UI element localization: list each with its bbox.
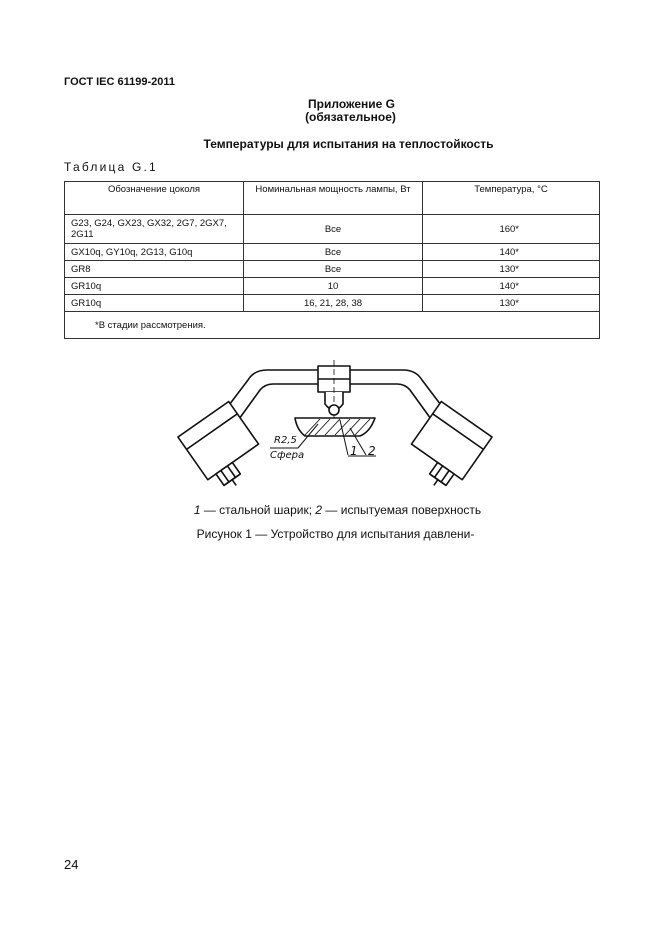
table-row bbox=[65, 244, 600, 261]
figure-caption: Рисунок 1 — Устройство для испытания давлени- bbox=[196, 527, 475, 541]
callout-1: 1 bbox=[350, 444, 358, 458]
figure-legend bbox=[0, 503, 661, 517]
cell-power: 10 bbox=[244, 278, 423, 295]
cell-temperature: 140* bbox=[423, 244, 600, 261]
cell-temperature: 140* bbox=[423, 278, 600, 295]
table-footnote: *В стадии рассмотрения. bbox=[65, 312, 600, 339]
table-row bbox=[65, 295, 600, 312]
cell-base: GR10q bbox=[65, 278, 244, 295]
steel-ball bbox=[329, 405, 339, 415]
annex-title: Приложение G bbox=[308, 97, 395, 111]
annex-status: (обязательное) bbox=[305, 110, 396, 124]
cell-power: Все bbox=[244, 244, 423, 261]
cell-power: 16, 21, 28, 38 bbox=[244, 295, 423, 312]
cell-temperature: 160* bbox=[423, 215, 600, 244]
radius-label: R2,5 bbox=[274, 435, 297, 446]
standard-code: ГОСТ IEC 61199-2011 bbox=[64, 76, 175, 88]
table-row bbox=[65, 215, 600, 244]
pressure-test-apparatus-drawing bbox=[170, 360, 500, 495]
cell-base: GX10q, GY10q, 2G13, G10q bbox=[65, 244, 244, 261]
column-header-base: Обозначение цоколя bbox=[65, 182, 244, 215]
table-row bbox=[65, 261, 600, 278]
left-weight-block bbox=[178, 402, 271, 495]
temperature-table bbox=[64, 181, 600, 339]
right-weight-block bbox=[399, 402, 492, 495]
cell-base: GR10q bbox=[65, 295, 244, 312]
legend-num-2: 2 bbox=[315, 503, 323, 517]
section-title: Температуры для испытания на теплостойкость bbox=[203, 137, 494, 151]
sphere-label: Сфера bbox=[270, 450, 305, 461]
column-header-temperature: Температура, °С bbox=[423, 182, 600, 215]
callout-2: 2 bbox=[368, 444, 376, 458]
table-footnote-row bbox=[65, 312, 600, 339]
legend-text-2: — испытуемая поверхность bbox=[322, 503, 482, 517]
cell-power: Все bbox=[244, 215, 423, 244]
annex-heading bbox=[0, 98, 661, 124]
cell-temperature: 130* bbox=[423, 261, 600, 278]
table-caption: Таблица G.1 bbox=[64, 160, 158, 174]
column-header-power: Номинальная мощность лампы, Вт bbox=[244, 182, 423, 215]
legend-num-1: 1 bbox=[193, 503, 201, 517]
cell-temperature: 130* bbox=[423, 295, 600, 312]
table-header-row bbox=[65, 182, 600, 215]
legend-text-1: — стальной шарик; bbox=[200, 503, 316, 517]
table-row bbox=[65, 278, 600, 295]
cell-power: Все bbox=[244, 261, 423, 278]
page-number: 24 bbox=[64, 857, 79, 872]
cell-base: GR8 bbox=[65, 261, 244, 278]
cell-base: G23, G24, GX23, GX32, 2G7, 2GX7, 2G11 bbox=[65, 215, 244, 244]
